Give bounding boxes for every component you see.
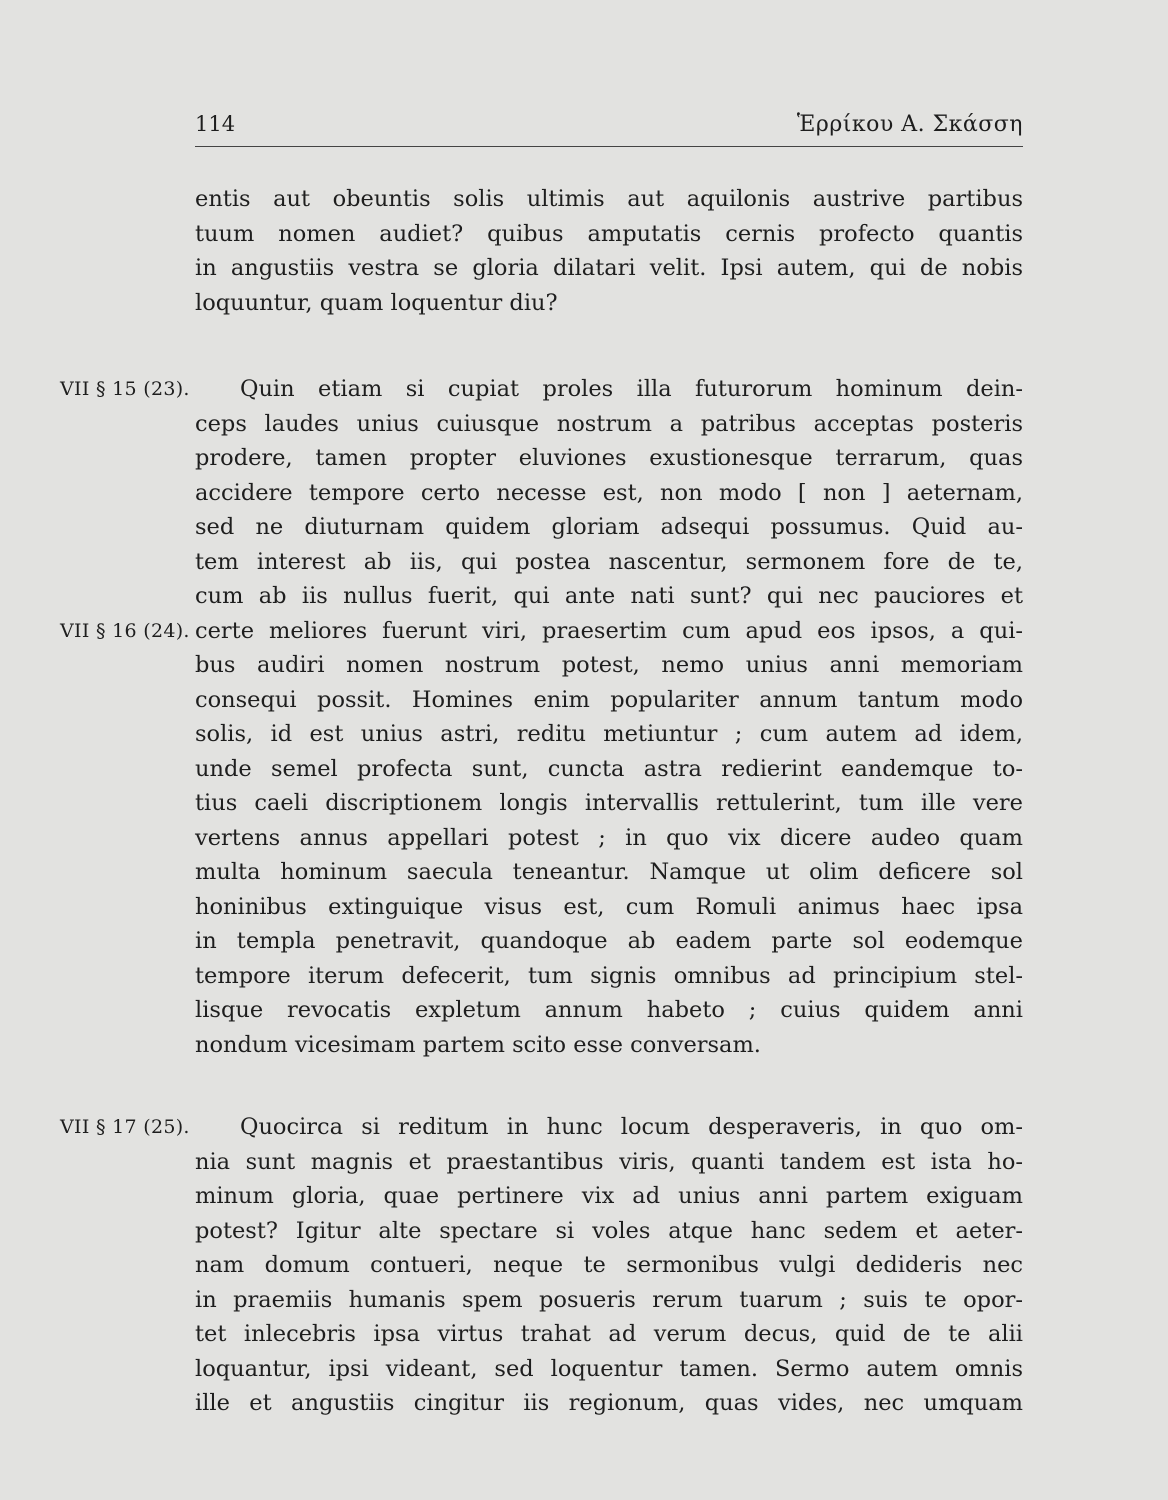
text-line: bus audiri nomen nostrum potest, nemo unius anni memoriam	[195, 652, 1023, 678]
text-line: nam domum contueri, neque te sermonibus vulgi dedideris nec	[195, 1252, 1023, 1278]
marginal-reference: VII § 17 (25).	[60, 1116, 190, 1138]
text-line: ille et angustiis cingitur iis regionum, quas vides, nec umquam	[195, 1390, 1023, 1416]
text-line: solis, id est unius astri, reditu metiuntur ; cum autem ad idem,	[195, 721, 1023, 747]
text-line: nondum vicesimam partem scito esse conversam.	[195, 1031, 761, 1058]
paragraph-3	[195, 1110, 1023, 1421]
paragraph-1	[195, 182, 1023, 320]
text-line: nia sunt magnis et praestantibus viris, quanti tandem est ista ho-	[195, 1148, 1023, 1175]
text-line: in praemiis humanis spem posueris rerum tuarum ; suis te opor-	[195, 1286, 1023, 1313]
marginal-reference: VII § 15 (23).	[60, 378, 190, 400]
header-rule	[195, 146, 1023, 147]
text-line: honinibus extinguique visus est, cum Romuli animus haec ipsa	[195, 893, 1023, 920]
text-line: vertens annus appellari potest ; in quo vix dicere audeo quam	[195, 824, 1023, 851]
page-number: 114	[195, 112, 236, 136]
text-line: in angustiis vestra se gloria dilatari velit. Ipsi autem, qui de nobis	[195, 255, 1023, 281]
text-line: cum ab iis nullus fuerit, qui ante nati sunt? qui nec pauciores et	[195, 583, 1023, 609]
text-line: entis aut obeuntis solis ultimis aut aquilonis austrive partibus	[195, 186, 1023, 212]
text-line: loquuntur, quam loquentur diu?	[195, 289, 558, 316]
text-line: tempore iterum defecerit, tum signis omnibus ad principium stel-	[195, 962, 1023, 989]
page-header	[195, 112, 1023, 146]
text-line: loquantur, ipsi videant, sed loquentur tamen. Sermo autem omnis	[195, 1355, 1023, 1382]
text-line: potest? Igitur alte spectare si voles atque hanc sedem et aeter-	[195, 1217, 1023, 1244]
text-line: ceps laudes unius cuiusque nostrum a patribus acceptas posteris	[195, 410, 1023, 437]
text-line: consequi possit. Homines enim populariter annum tantum modo	[195, 686, 1023, 713]
text-line: tius caeli discriptionem longis intervallis rettulerint, tum ille vere	[195, 790, 1023, 816]
text-line: Quin etiam si cupiat proles illa futurorum hominum dein-	[240, 376, 1023, 402]
text-line: sed ne diuturnam quidem gloriam adsequi possumus. Quid au-	[195, 514, 1023, 540]
text-line: tem interest ab iis, qui postea nascentur, sermonem fore de te,	[195, 548, 1023, 575]
text-line: Quocirca si reditum in hunc locum desperaveris, in quo om-	[240, 1114, 1023, 1140]
text-line: prodere, tamen propter eluviones exustionesque terrarum, quas	[195, 445, 1023, 471]
text-line: tet inlecebris ipsa virtus trahat ad verum decus, quid de te alii	[195, 1321, 1023, 1347]
text-line: lisque revocatis expletum annum habeto ; cuius quidem anni	[195, 997, 1023, 1023]
marginal-reference: VII § 16 (24).	[60, 620, 190, 642]
text-line: minum gloria, quae pertinere vix ad unius anni partem exiguam	[195, 1183, 1023, 1209]
running-title: Ἑρρίκου Α. Σκάσση	[796, 112, 1023, 137]
text-line: tuum nomen audiet? quibus amputatis cernis profecto quantis	[195, 220, 1023, 247]
paragraph-2	[195, 372, 1023, 1062]
text-line: multa hominum saecula teneantur. Namque ut olim deficere sol	[195, 859, 1023, 885]
text-line: certe meliores fuerunt viri, praesertim cum apud eos ipsos, a qui-	[195, 617, 1023, 644]
text-line: unde semel profecta sunt, cuncta astra redierint eandemque to-	[195, 755, 1023, 782]
text-line: in templa penetravit, quandoque ab eadem parte sol eodemque	[195, 928, 1023, 954]
text-line: accidere tempore certo necesse est, non modo [ non ] aeternam,	[195, 479, 1023, 506]
